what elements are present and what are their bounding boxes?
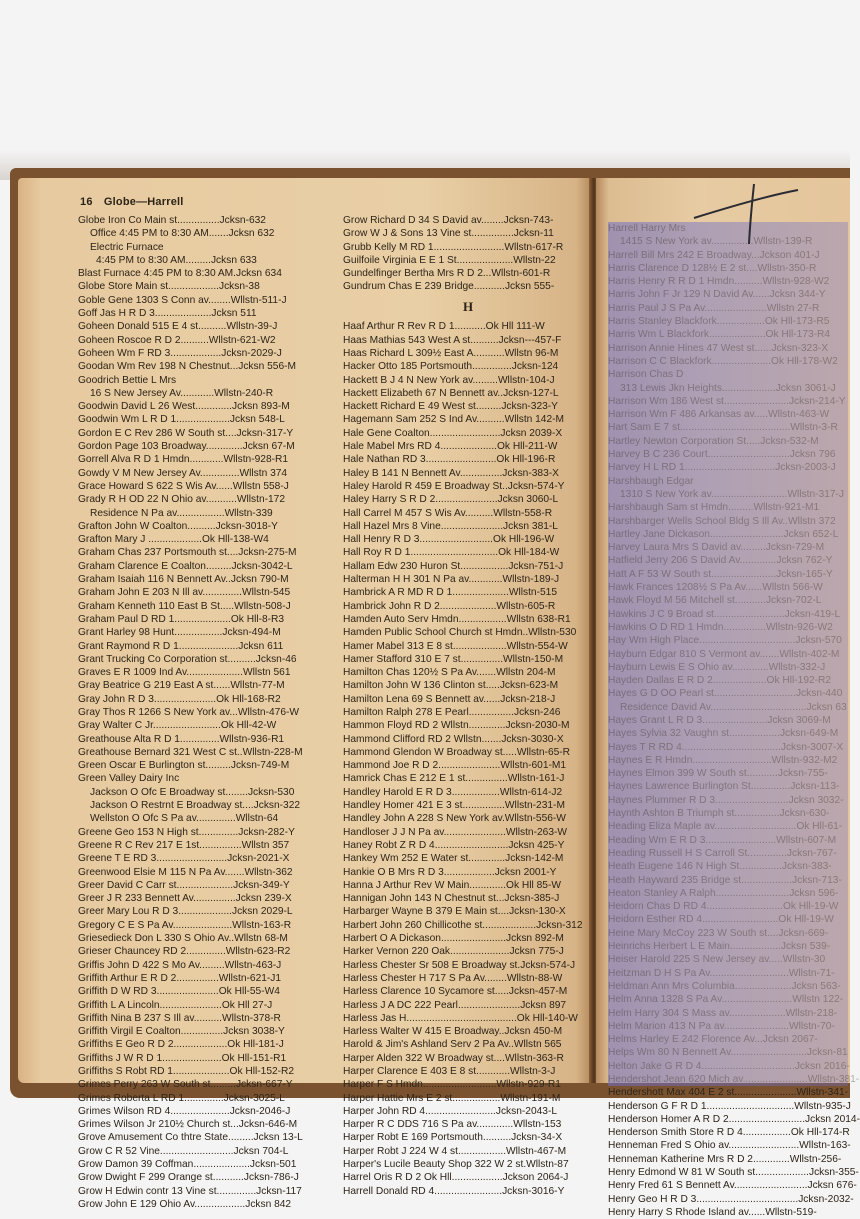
- directory-entry: Hale Mabel Mrs RD 4....................Ok Hll-211-W: [343, 441, 558, 453]
- directory-entry: Greathouse Bernard 321 West C st..Wllstn-228-M: [78, 746, 303, 758]
- directory-entry: Griffith D W RD 3......................Ok Hll-55-W4: [78, 986, 280, 998]
- directory-entry: Harvey B C 236 Court.............................Jcksn 796: [608, 448, 848, 461]
- directory-entry: Harshbarger Wells School Bldg S Ill Av..Wllstn 372: [608, 515, 848, 528]
- directory-entry: Hackett B J 4 N New York av.........Wllstn-104-J: [343, 374, 555, 386]
- directory-entry: Gorrell Alva R D 1 Hmdn............Wllstn-928-R1: [78, 454, 289, 466]
- directory-entry: Hendershot Jean 620 Mich av.......................Wllstn-381-: [608, 1074, 860, 1085]
- directory-entry: Haas Richard L 309½ East A...........Wllstn 96-M: [343, 347, 559, 359]
- directory-entry: Harper Robt J 224 W 4 st.................Wllstn-467-M: [343, 1145, 567, 1157]
- directory-entry: Harrell Harry Mrs: [608, 222, 848, 235]
- directory-entry: Hartley Newton Corporation St.....Jcksn-532-M: [608, 435, 848, 448]
- directory-entry: Harvey H L RD 1................................Jcksn-2003-J: [608, 461, 848, 474]
- directory-entry: Griffis John D 422 S Mo Av.........Wllstn-463-J: [78, 959, 282, 971]
- directory-entry: Hamer Mabel 313 E 8 st...................Wllstn-554-W: [343, 640, 568, 652]
- directory-entry: Heading Eliza Maple av.............................Ok Hll-61-: [608, 820, 848, 833]
- directory-entry: Goodwin David L 26 West.............Jcksn 893-M: [78, 401, 290, 413]
- directory-entry: Haynes Plummer R D 3..........................Jcksn 3032-: [608, 794, 848, 807]
- directory-entry: Hamden Public School Church st Hmdn..Wllstn-530: [343, 627, 577, 639]
- directory-entry: Harbert John 260 Chillicothe st...................Jcksn-312: [343, 919, 583, 931]
- directory-entry: Harless Jas H.......................................Ok Hll-140-W: [343, 1012, 578, 1024]
- directory-entry: Grow W J & Sons 13 Vine st...............Jcksn-11: [343, 228, 554, 240]
- directory-entry: Grady R H OD 22 N Ohio av...........Wllstn-172: [78, 494, 286, 506]
- directory-entry: Hacker Otto 185 Portsmouth..............Jcksn-124: [343, 361, 559, 373]
- directory-entry: Heidorn Chas D RD 4...........................Ok Hll-19-W: [608, 900, 848, 913]
- directory-entry: Hatt A F 53 W South st.......................Jcksn-165-Y: [608, 568, 848, 581]
- directory-entry: Halterman H H 301 N Pa av............Wllstn-189-J: [343, 574, 560, 586]
- directory-entry: Gordon E C Rev 286 W South st....Jcksn-317-Y: [78, 427, 294, 439]
- directory-entry: Grow H Edwin contr 13 Vine st..............Jcksn-117: [78, 1185, 302, 1197]
- directory-entry: Goheen Wm F RD 3..................Jcksn-2029-J: [78, 347, 282, 359]
- directory-entry: Hammon Floyd RD 2 Wllstn.............Jcksn-2030-M: [343, 720, 570, 732]
- directory-entry: Griffith Arthur E R D 2...............Wllstn-621-J1: [78, 972, 282, 984]
- directory-entry: Hamrick Chas E 212 E 1 st...............Wllstn-161-J: [343, 773, 565, 785]
- directory-entry: Hendershott Max 404 E 2 st......................Wllstn-341-: [608, 1087, 849, 1099]
- directory-entry: 16 S New Jersey Av............Wllstn-240-R: [90, 387, 274, 399]
- directory-entry: Hawkins O D RD 1 Hmdn...............Wllstn-926-W2: [608, 621, 848, 634]
- directory-entry: Hart Sam E 7 st.......................................Wllstn-3-R: [608, 421, 848, 434]
- directory-entry: Hall Roy R D 1...............................Ok Hll-184-W: [343, 547, 560, 559]
- directory-entry: Goodrich Bettie L Mrs: [78, 374, 177, 386]
- directory-entry: Hallam Edw 230 Huron St.................Jcksn-751-J: [343, 560, 564, 572]
- directory-entry: Grant Trucking Co Corporation st..........Jcksn-46: [78, 653, 297, 665]
- directory-entry: Grace Howard S 622 S Wis Av......Wllstn 558-J: [78, 480, 289, 492]
- directory-entry: Harbert O A Dickason.......................Jcksn 892-M: [343, 933, 564, 945]
- section-letter: H: [462, 298, 474, 314]
- directory-entry: Hankie O B Mrs R D 3..................Jcksn 2001-Y: [343, 866, 557, 878]
- directory-entry: Hall Carrel M 457 S Wis Av..........Wllstn-558-R: [343, 507, 553, 519]
- directory-entry: Gordon Page 103 Broadway.............Jcksn 67-M: [78, 441, 295, 453]
- directory-entry: Graham Kenneth 110 East B St.....Wllstn-508-J: [78, 600, 291, 612]
- directory-entry: Harless Walter W 415 E Broadway..Jcksn 450-M: [343, 1026, 563, 1038]
- directory-entry: Haas Mathias 543 West A st..........Jcksn---457-F: [343, 334, 562, 346]
- directory-entry: Hayburn Lewis E S Ohio av.............Wllstn-332-J: [608, 661, 848, 674]
- directory-entry: Harrison Wm F 486 Arkansas av.....Wllstn-463-W: [608, 408, 848, 421]
- directory-entry: Harris Wm L Blackfork....................Ok Hll-173-R4: [608, 328, 848, 341]
- directory-entry: Hackett Elizabeth 67 N Bennett av..Jcksn-127-L: [343, 387, 559, 399]
- directory-entry: Haney Robt Z R D 4..........................Jcksn 425-Y: [343, 839, 565, 851]
- directory-entry: Harless J A DC 222 Pearl......................Jcksn 897: [343, 999, 567, 1011]
- directory-entry: Grow John E 129 Ohio Av..................Jcksn 842: [78, 1198, 292, 1210]
- directory-entry: Helm Anna 1328 S Pa Av.........................Wllstn 122-: [608, 993, 848, 1006]
- directory-entry: Handley Harold E R D 3.................Wllstn-614-J2: [343, 786, 563, 798]
- directory-entry: Gray Thos R 1266 S New York av...Wllstn-476-W: [78, 706, 299, 718]
- directory-entry: Harris Henry R R D 1 Hmdn..........Wllstn-928-W2: [608, 275, 848, 288]
- directory-entry: Griffith Nina B 237 S Ill av..........Wllstn-378-R: [78, 1012, 281, 1024]
- directory-entry: Helms Harley E 242 Florence Av...Jcksn 2067-: [608, 1033, 848, 1046]
- directory-entry: Helm Harry 304 S Mass av....................Wllstn-218-: [608, 1007, 848, 1020]
- directory-entry: Grow Richard D 34 S David av........Jcksn-743-: [343, 215, 554, 226]
- directory-entry: Residence N Pa av.................Wllstn-339: [90, 507, 273, 519]
- directory-entry: Heading Wm E R D 3.........................Wllstn-607-M: [608, 834, 848, 847]
- directory-entry: Hay Wm High Place..................................Jcksn-570: [608, 634, 848, 647]
- directory-entry: Harvey Laura Mrs S David av.........Jcksn-729-M: [608, 541, 848, 554]
- directory-entry: Harold & Jim's Ashland Serv 2 Pa Av..Wllstn 565: [343, 1039, 562, 1051]
- directory-entry: Harbarger Wayne B 379 E Main st....Jcksn-130-X: [343, 906, 566, 918]
- directory-entry: Grimes Perry 263 W South st.........Jcksn-667-Y: [78, 1079, 293, 1091]
- directory-entry: Hawkins J C 9 Broad st.........................Jcksn-419-L: [608, 608, 848, 621]
- directory-entry: Heading Russell H S Carroll St..............Jcksn-767-: [608, 847, 848, 860]
- directory-entry: Harper R C DDS 716 S Pa av.............Wllstn-153: [343, 1119, 562, 1131]
- directory-entry: Griffiths J W R D 1.....................Ok Hll-151-R1: [78, 1052, 287, 1064]
- directory-entry: Harper Robt E 169 Portsmouth..........Jcksn-34-X: [343, 1132, 563, 1144]
- directory-entry: Guilfoile Virginia E E 1 St....................Wllstn-22: [343, 254, 556, 266]
- directory-entry: Hale Nathan RD 3.........................Ok Hll-196-R: [343, 454, 556, 466]
- directory-entry: Harper's Lucile Beauty Shop 322 W 2 st.Wllstn-87: [343, 1159, 569, 1171]
- directory-entry: Hanna J Arthur Rev W Main.............Ok Hll 85-W: [343, 879, 561, 891]
- directory-entry: Harper Hattie Mrs E 2 st.................Wllstn-191-M: [343, 1092, 561, 1104]
- directory-entry: Hamilton John W 136 Clinton st.....Jcksn-623-M: [343, 680, 559, 692]
- directory-entry: Hayes T R RD 4...................................Jcksn-3007-X: [608, 741, 848, 754]
- page-number: 16: [80, 196, 93, 208]
- directory-entry: Hall Hazel Mrs 8 Vine......................Jcksn 381-L: [343, 520, 558, 532]
- directory-entry: Grow C R 52 Vine..........................Jcksn 704-L: [78, 1145, 289, 1157]
- directory-entry: Harris John F Jr 129 N David Av......Jcksn 344-Y: [608, 288, 848, 301]
- directory-entry: Handley John A 228 S New York av.Wllstn-556-W: [343, 813, 566, 825]
- directory-entry: Globe Iron Co Main st...............Jcksn-632: [78, 215, 266, 226]
- directory-entry: Hayburn Edgar 810 S Vermont av.......Wllstn-402-M: [608, 648, 848, 661]
- directory-entry: Grant Harley 98 Hunt.................Jcksn-494-M: [78, 627, 281, 639]
- directory-entry: Goheen Donald 515 E 4 st..........Wllstn-39-J: [78, 321, 278, 333]
- directory-entry: Heiser Harold 225 S New Jersey av.....Wllstn-30: [608, 953, 848, 966]
- directory-entry: Hawk Floyd M 56 Mitchell st...........Jcksn-702-L: [608, 594, 848, 607]
- directory-entry: Haynes E R Hmdn............................Wllstn-932-M2: [608, 754, 848, 767]
- directory-entry: Goff Jas H R D 3....................Jcksn 511: [78, 308, 257, 320]
- directory-entry: Harrison Wm 186 West st.......................Jcksn-214-Y: [608, 395, 848, 408]
- directory-entry: Harper F S Hmdn..........................Wllstn-929-R1: [343, 1079, 561, 1091]
- directory-entry: Grow Damon 39 Coffman....................Jcksn-501: [78, 1159, 297, 1171]
- directory-entry: Hambrick John R D 2....................Wllstn-605-R: [343, 600, 556, 612]
- directory-column-3: [608, 222, 860, 1219]
- directory-entry: Henneman Fred S Ohio av.........................Wllstn-163-: [608, 1140, 851, 1152]
- directory-entry: Hamilton Lena 69 S Bennett av......Jcksn-218-J: [343, 693, 556, 705]
- directory-entry: Hamilton Ralph 278 E Pearl................Jcksn-246: [343, 706, 561, 718]
- directory-entry: Hagemann Sam 252 S Ind Av..........Wllstn 142-M: [343, 414, 565, 426]
- directory-entry: Grant Raymond R D 1.....................Jcksn 611: [78, 640, 284, 652]
- directory-entry: Gregory C E S Pa Av.....................Wllstn-163-R: [78, 919, 292, 931]
- directory-entry: 313 Lewis Jkn Heights...................Jcksn 3061-J: [608, 382, 848, 395]
- directory-entry: Heinrichs Herbert L E Main..................Jcksn 539-: [608, 940, 848, 953]
- directory-entry: Hammond Glendon W Broadway st.....Wllstn-65-R: [343, 746, 571, 758]
- directory-entry: Handloser J J N Pa av......................Wllstn-263-W: [343, 826, 567, 838]
- directory-entry: Henderson Smith Store R D 4.................Ok Hll-174-R: [608, 1127, 850, 1139]
- directory-entry: Green Oscar E Burlington st.........Jcksn-749-M: [78, 760, 290, 772]
- directory-entry: Graham Isaiah 116 N Bennett Av..Jcksn 790-M: [78, 574, 289, 586]
- directory-entry: Goble Gene 1303 S Conn av........Wllstn-511-J: [78, 294, 287, 306]
- directory-entry: Harless Chester Sr 508 E Broadway st.Jcksn-574-J: [343, 959, 576, 971]
- directory-entry: Heidorn Esther RD 4...........................Ok Hll-19-W: [608, 913, 848, 926]
- directory-entry: Henneman Katherine Mrs R D 2.............Wllstn-256-: [608, 1153, 842, 1165]
- directory-entry: Goodan Wm Rev 198 N Chestnut...Jcksn 556-M: [78, 361, 296, 373]
- directory-entry: Gundrum Chas E 239 Bridge...........Jcksn 555-: [343, 281, 555, 293]
- directory-entry: Heath Hayward 235 Bridge st..................Jcksn-713-: [608, 874, 848, 887]
- directory-entry: Hammond Clifford RD 2 Wllstn.......Jcksn-3030-X: [343, 733, 564, 745]
- directory-entry: Hackett Richard E 49 West st.........Jcksn-323-Y: [343, 401, 558, 413]
- directory-entry: Helton Jake G R D 4.................................Jcksn 2016-: [608, 1060, 850, 1072]
- directory-entry: Harper Alden 322 W Broadway st....Wllstn-363-R: [343, 1052, 564, 1064]
- directory-entry: Grimes Wilson Jr 210½ Church st...Jcksn-646-M: [78, 1119, 298, 1131]
- directory-entry: Blast Furnace 4:45 PM to 8:30 AM.Jcksn 634: [78, 268, 282, 280]
- directory-entry: Green Valley Dairy Inc: [78, 773, 180, 785]
- directory-entry: Gundelfinger Bertha Mrs R D 2...Wllstn-601-R: [343, 268, 551, 280]
- handwritten-plus-mark: [686, 178, 806, 248]
- directory-entry: Grimes Wilson RD 4.....................Jcksn-2046-J: [78, 1105, 291, 1117]
- directory-entry: Hayes Sylvia 32 Vaughn st..................Jcksn-649-M: [608, 727, 848, 740]
- directory-entry: Grimes Roberta L RD 1..............Jcksn-3025-L: [78, 1092, 285, 1104]
- directory-entry: Griffith L A Lincoln......................Ok Hll 27-J: [78, 999, 273, 1011]
- directory-entry: Grafton John W Coalton..........Jcksn-3018-Y: [78, 520, 278, 532]
- directory-entry: Jackson O Restrnt E Broadway st....Jcksn-322: [90, 800, 301, 812]
- directory-entry: Griffiths E Geo R D 2...................Ok Hll-181-J: [78, 1039, 284, 1051]
- directory-entry: Greene R C Rev 217 E 1st...............Wllstn 357: [78, 839, 290, 851]
- directory-entry: Harless Clarence 10 Sycamore st.....Jcksn-457-M: [343, 986, 568, 998]
- directory-entry: Goheen Roscoe R D 2..........Wllstn-621-W2: [78, 334, 276, 346]
- directory-entry: Greer Mary Lou R D 3...................Jcksn 2029-L: [78, 906, 293, 918]
- directory-entry: Helm Marion 413 N Pa av.......................Wllstn-70-: [608, 1020, 848, 1033]
- directory-entry: Hawk Frances 1208½ S Pa Av......Wllstn 566-W: [608, 581, 848, 594]
- directory-entry: Graham Paul D RD 1....................Ok Hll-8-R3: [78, 613, 285, 625]
- directory-entry: Residence David Av..................................Jcksn 63: [608, 701, 848, 714]
- left-page: [18, 178, 593, 1210]
- directory-entry: Graves E R 1009 Ind Av....................Wllstn 561: [78, 667, 291, 679]
- directory-entry: Harrel Oris R D 2 Ok Hll..................Jckson 2064-J: [343, 1172, 569, 1184]
- directory-entry: Henderson G F R D 1...............................Wllstn-935-J: [608, 1100, 851, 1112]
- directory-entry: Haaf Arthur R Rev R D 1...........Ok Hll 111-W: [343, 321, 545, 333]
- directory-entry: 4:45 PM to 8:30 AM.........Jcksn 633: [96, 254, 257, 266]
- directory-entry: Heldman Ann Mrs Columbia....................Jcksn 563-: [608, 980, 848, 993]
- directory-entry: Greene Geo 153 N High st..............Jcksn-282-Y: [78, 826, 295, 838]
- directory-entry: Harper Clarence E 403 E 8 st............Wllstn-3-J: [343, 1066, 556, 1077]
- directory-entry: Grow Dwight F 299 Orange st...........Jcksn-786-J: [78, 1172, 299, 1184]
- directory-entry: Henry Harry S Rhode Island av......Wllstn-519-: [608, 1206, 817, 1218]
- directory-entry: Goodwin Wm L R D 1...................Jcksn 548-L: [78, 414, 285, 426]
- page-header: [80, 196, 192, 208]
- directory-entry: Grieser Chauncey RD 2..............Wllstn-623-R2: [78, 946, 291, 958]
- directory-entry: Graham John E 203 N Ill av..............Wllstn-545: [78, 587, 291, 599]
- directory-entry: 1415 S New York av...............Wllstn-139-R: [608, 235, 848, 248]
- directory-entry: Heitzman D H S Pa Av............................Wllstn-71-: [608, 967, 848, 980]
- directory-entry: Griesedieck Don L 330 S Ohio Av..Wllstn 68-M: [78, 933, 288, 945]
- directory-entry: Hayes G D OO Pearl st.............................Jcksn-440: [608, 687, 848, 700]
- directory-entry: 1310 S New York av...........................Wllstn-317-J: [608, 488, 848, 501]
- directory-entry: Harris Clarence D 128½ E 2 st....Wllstn-350-R: [608, 262, 848, 275]
- directory-entry: Harker Vernon 220 Oak.....................Jcksn 775-J: [343, 946, 564, 958]
- directory-entry: Gray Walter C Jr........................Ok Hll-42-W: [78, 720, 277, 732]
- directory-entry: Hammond Joe R D 2......................Wllstn-601-M1: [343, 760, 567, 772]
- directory-entry: Gowdy V M New Jersey Av..............Wllstn 374: [78, 467, 288, 479]
- directory-entry: Greathouse Alta R D 1..............Wllstn-936-R1: [78, 733, 285, 745]
- directory-entry: Globe Store Main st..................Jcksn-38: [78, 281, 260, 293]
- directory-entry: Helps Wm 80 N Bennett Av...........................Jcksn-81: [608, 1047, 848, 1059]
- directory-entry: Harrell Bill Mrs 242 E Broadway...Jckson 401-J: [608, 249, 848, 262]
- directory-entry: Electric Furnace: [90, 241, 164, 253]
- directory-entry: Hall Henry R D 3..........................Ok Hll-196-W: [343, 534, 555, 546]
- directory-entry: Hamilton Chas 120½ S Pa Av.......Wllstn 204-M: [343, 667, 556, 679]
- directory-entry: Graham Clarence E Coalton.........Jcksn-3042-L: [78, 560, 293, 572]
- directory-entry: Harrison Annie Hines 47 West st......Jcksn-323-X: [608, 342, 848, 355]
- directory-entry: Hatfield Jerry 206 S David Av.............Jcksn 762-Y: [608, 554, 848, 567]
- directory-entry: Harrison C C Blackfork.....................Ok Hll-178-W2: [608, 355, 848, 368]
- directory-entry: Hamer Stafford 310 E 7 st...............Wllstn-150-M: [343, 653, 564, 665]
- directory-entry: Gray Beatrice G 219 East A st......Wllstn-77-M: [78, 680, 285, 692]
- directory-entry: Greer David C Carr st....................Jcksn-349-Y: [78, 879, 290, 891]
- directory-entry: Griffiths S Robt RD 1....................Ok Hll-152-R2: [78, 1066, 295, 1077]
- directory-entry: Gray John R D 3......................Ok Hll-168-R2: [78, 693, 281, 705]
- directory-entry: Haynth Ashton B Triumph st................Jcksn-630-: [608, 807, 848, 820]
- directory-entry: Henry Fred 61 S Bennett Av..........................Jcksn 676-: [608, 1180, 857, 1192]
- directory-entry: Jackson O Ofc E Broadway st........Jcksn-530: [90, 786, 295, 798]
- directory-entry: Heine Mary McCoy 223 W South st....Jcksn-669-: [608, 927, 848, 940]
- directory-entry: Harris Stanley Blackfork.................Ok Hll-173-R5: [608, 315, 848, 328]
- directory-entry: Henry Geo H R D 3....................................Jcksn-2032-: [608, 1193, 854, 1205]
- directory-entry: Grove Amusement Co thtre State.........Jcksn 13-L: [78, 1132, 303, 1144]
- directory-entry: Harrell Donald RD 4........................Jcksn-3016-Y: [343, 1185, 565, 1197]
- directory-entry: Greenwood Elsie M 115 N Pa Av.......Wllstn-362: [78, 866, 293, 878]
- directory-entry: Hayes Grant L R D 3.......................Jcksn 3069-M: [608, 714, 848, 727]
- directory-entry: Grafton Mary J ...................Ok Hll-138-W4: [78, 534, 269, 546]
- directory-column-1: [78, 214, 330, 1211]
- directory-entry: Wellston O Ofc S Pa av..............Wllstn-64: [90, 813, 279, 825]
- directory-entry: Greer J R 233 Bennett Av...............Jcksn 239-X: [78, 893, 292, 905]
- directory-entry: Henderson Homer A R D 2...........................Jcksn 2014-: [608, 1113, 860, 1125]
- directory-entry: Haynes Elmon 399 W South st...........Jcksn-755-: [608, 767, 848, 780]
- directory-entry: Hambrick A R MD R D 1....................Wllstn-515: [343, 587, 557, 599]
- directory-entry: Haley Harold R 459 E Broadway St..Jcksn-574-Y: [343, 480, 565, 492]
- directory-column-2: [343, 214, 593, 1198]
- directory-entry: Hannigan John 143 N Chestnut st...Jcksn-385-J: [343, 893, 560, 905]
- directory-entry: Haley B 141 N Bennett Av...............Jcksn-383-X: [343, 467, 559, 479]
- directory-entry: Harris Paul J S Pa Av......................Wllstn 27-R: [608, 302, 848, 315]
- directory-entry: Harper John RD 4.........................Jcksn-2043-L: [343, 1105, 558, 1117]
- directory-entry: Harshbaugh Edgar: [608, 475, 848, 488]
- directory-entry: Hartley Jane Dickason..........................Jcksn 652-L: [608, 528, 848, 541]
- directory-entry: Haley Harry S R D 2......................Jcksn 3060-L: [343, 494, 559, 506]
- directory-entry: Hayden Dallas E R D 2...................Ok Hll-192-R2: [608, 674, 848, 687]
- directory-entry: Greene T E RD 3.........................Jcksn-2021-X: [78, 853, 290, 865]
- directory-entry: Heaton Stanley A Ralph..........................Jcksn 596-: [608, 887, 848, 900]
- directory-entry: Haynes Lawrence Burlington St..............Jcksn-113-: [608, 780, 848, 793]
- directory-entry: Harless Chester H 717 S Pa Av........Wllstn-88-W: [343, 972, 563, 984]
- directory-entry: Griffith Virgil E Coalton...............Jcksn 3038-Y: [78, 1026, 285, 1038]
- directory-entry: Office 4:45 PM to 8:30 AM.......Jcksn 632: [90, 228, 275, 240]
- directory-entry: Grubb Kelly M RD 1.........................Wllstn-617-R: [343, 241, 564, 253]
- directory-entry: Handley Homer 421 E 3 st...............Wllstn-231-M: [343, 800, 565, 812]
- right-page: [596, 178, 860, 1218]
- directory-entry: Heath Eugene 146 N High St...............Jcksn-383-: [608, 860, 848, 873]
- directory-entry: Henry Edmond W 81 W South st...................Jcksn-355-: [608, 1167, 859, 1179]
- directory-entry: Graham Chas 237 Portsmouth st....Jcksn-275-M: [78, 547, 297, 559]
- directory-entry: Hankey Wm 252 E Water st.............Jcksn-142-M: [343, 853, 564, 865]
- directory-entry: Hale Gene Coalton.........................Jcksn 2039-X: [343, 427, 563, 439]
- directory-entry: Harshbaugh Sam st Hmdn.........Wllstn-921-M1: [608, 501, 848, 514]
- page-range: Globe—Harrell: [103, 196, 184, 208]
- directory-entry: Harrison Chas D: [608, 368, 848, 381]
- directory-entry: Hamden Auto Serv Hmdn.................Wllstn 638-R1: [343, 613, 571, 625]
